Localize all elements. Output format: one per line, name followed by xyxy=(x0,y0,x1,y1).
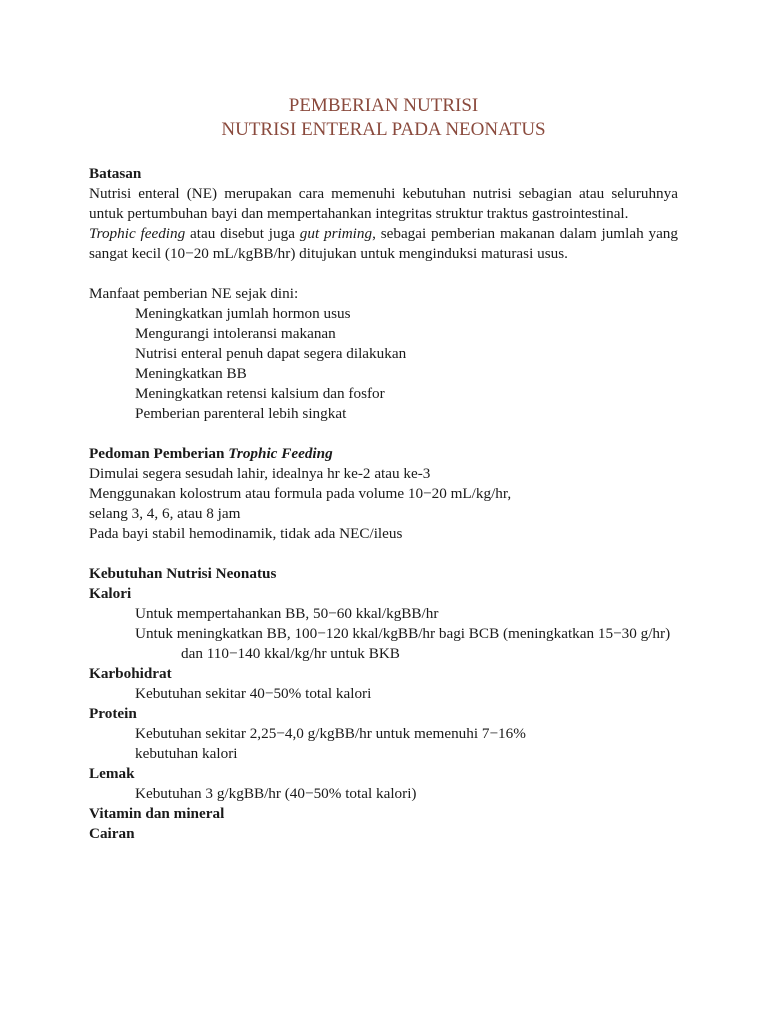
batasan-paragraph-2 xyxy=(89,224,678,264)
document-content xyxy=(89,94,678,844)
batasan-heading: Batasan xyxy=(89,165,142,182)
manfaat-list xyxy=(89,304,678,424)
spacer xyxy=(89,544,678,564)
karbohidrat-item: Kebutuhan sekitar 40−50% total kalori xyxy=(135,685,372,702)
pedoman-line: Menggunakan kolostrum atau formula pada volume 10−20 mL/kg/hr, xyxy=(89,485,512,502)
lemak-heading: Lemak xyxy=(89,765,135,782)
vitamin-heading: Vitamin dan mineral xyxy=(89,805,225,822)
kalori-item-2: Untuk meningkatkan BB, 100−120 kkal/kgBB/hr bagi BCB (meningkatkan 15−30 g/hr) dan 110−140 kkal/kg/hr untuk BKB xyxy=(135,625,671,662)
gut-priming-term: gut priming xyxy=(299,225,373,242)
list-item: Nutrisi enteral penuh dapat segera dilakukan xyxy=(135,345,407,362)
cairan-heading: Cairan xyxy=(89,825,135,842)
kalori-heading: Kalori xyxy=(89,585,132,602)
pedoman-heading-prefix: Pedoman Pemberian xyxy=(89,445,229,462)
lemak-item: Kebutuhan 3 g/kgBB/hr (40−50% total kalori) xyxy=(135,785,417,802)
batasan-paragraph-1: Nutrisi enteral (NE) merupakan cara memenuhi kebutuhan nutrisi sebagian atau seluruhnya untuk pertumbuhan bayi dan mempertahankan integritas struktur traktus gastrointestinal. xyxy=(89,185,678,222)
kebutuhan-heading: Kebutuhan Nutrisi Neonatus xyxy=(89,565,277,582)
pedoman-heading xyxy=(89,444,678,464)
list-item: Meningkatkan jumlah hormon usus xyxy=(135,305,351,322)
batasan-p2-mid: atau disebut juga xyxy=(185,225,300,242)
list-item: Meningkatkan BB xyxy=(135,365,247,382)
list-item: Pemberian parenteral lebih singkat xyxy=(135,405,347,422)
protein-heading: Protein xyxy=(89,705,137,722)
pedoman-line: selang 3, 4, 6, atau 8 jam xyxy=(89,505,241,522)
pedoman-heading-italic: Trophic Feeding xyxy=(228,445,333,462)
list-item: Meningkatkan retensi kalsium dan fosfor xyxy=(135,385,385,402)
pedoman-line: Dimulai segera sesudah lahir, idealnya hr ke-2 atau ke-3 xyxy=(89,465,431,482)
karbohidrat-heading: Karbohidrat xyxy=(89,665,172,682)
title-block xyxy=(89,94,678,142)
protein-line-2: kebutuhan kalori xyxy=(135,745,238,762)
protein-line-1: Kebutuhan sekitar 2,25−4,0 g/kgBB/hr untuk memenuhi 7−16% xyxy=(135,725,526,742)
spacer xyxy=(89,264,678,284)
pedoman-line: Pada bayi stabil hemodinamik, tidak ada NEC/ileus xyxy=(89,525,403,542)
list-item: Mengurangi intoleransi makanan xyxy=(135,325,336,342)
batasan-p2-rest: , sebagai pemberian makanan dalam jumlah yang sangat kecil (10−20 mL/kgBB/hr) ditujukan untuk menginduksi maturasi usus. xyxy=(89,225,678,262)
title-line-1: PEMBERIAN NUTRISI xyxy=(288,95,479,116)
spacer xyxy=(89,424,678,444)
manfaat-intro: Manfaat pemberian NE sejak dini: xyxy=(89,285,299,302)
trophic-feeding-term: Trophic feeding xyxy=(89,225,186,242)
kalori-item-1: Untuk mempertahankan BB, 50−60 kkal/kgBB/hr xyxy=(135,605,439,622)
title-line-2: NUTRISI ENTERAL PADA NEONATUS xyxy=(221,119,546,140)
